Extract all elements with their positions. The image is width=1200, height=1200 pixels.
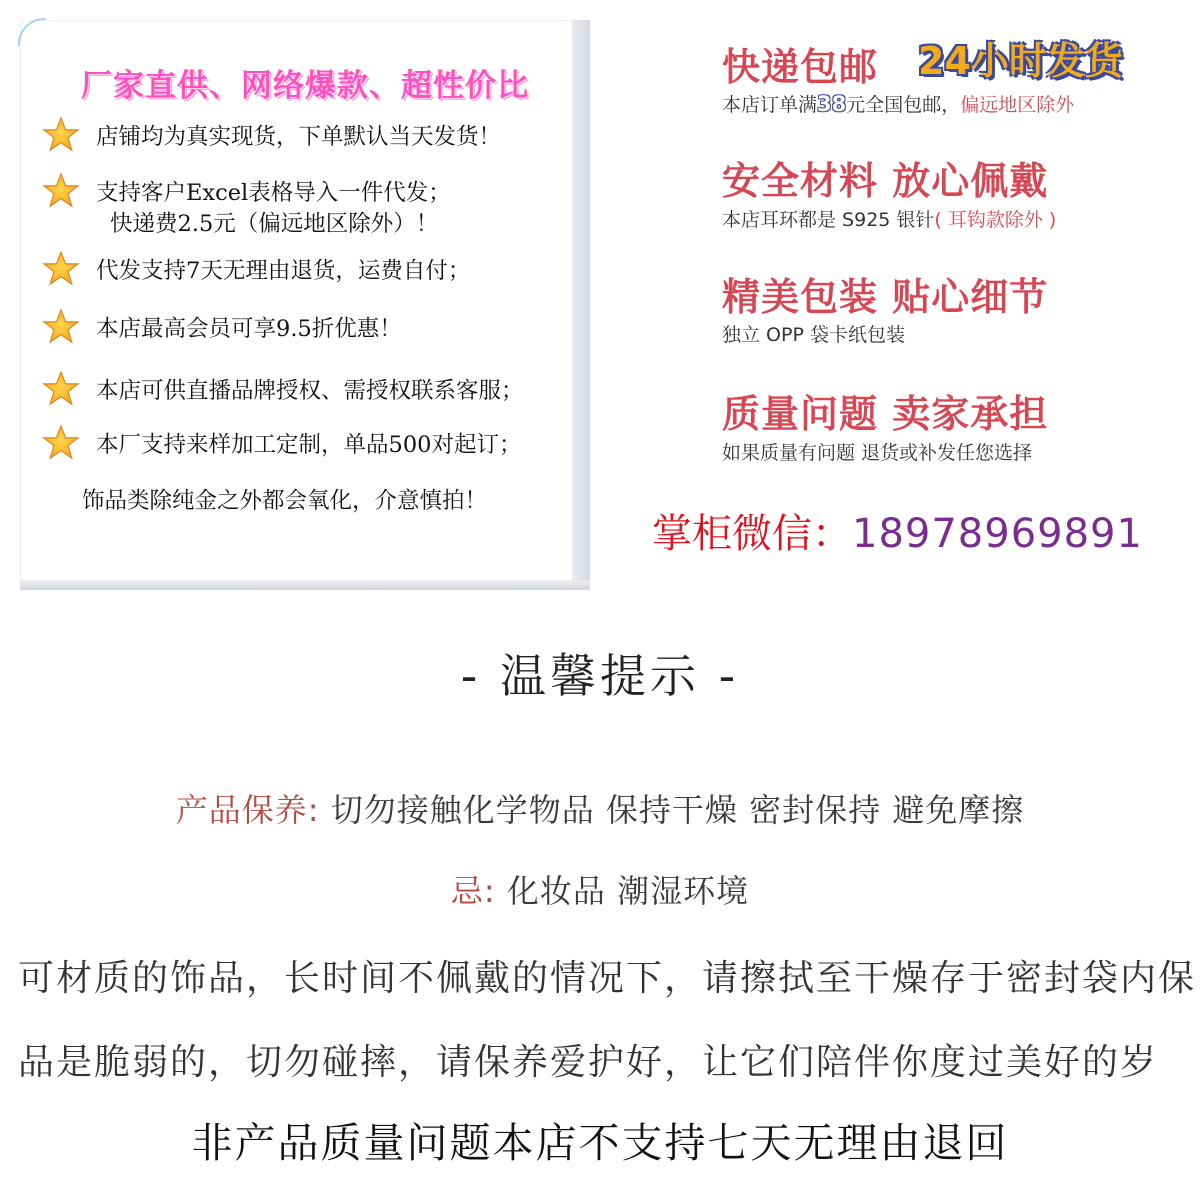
shipping-subtext (722, 90, 1074, 117)
wechat-label: 掌柜微信： (652, 511, 852, 557)
star-icon (42, 308, 80, 346)
wechat-phone: 18978969891 (852, 511, 1143, 557)
material-heading: 安全材料 放心佩戴 (722, 159, 1049, 203)
quality-subtext: 如果质量有问题 退货或补发任您选择 (722, 442, 1033, 464)
store-features-panel (20, 20, 590, 590)
feature-item (42, 116, 592, 154)
dispatch-badge: 24小时发货 (918, 39, 1123, 83)
feature-text: 本厂支持来样加工定制，单品500对起订； (96, 432, 522, 458)
avoid-instructions (0, 866, 1200, 912)
feature-item (42, 172, 592, 238)
feature-text: 本店可供直播品牌授权、需授权联系客服； (96, 378, 524, 404)
feature-text: 本店最高会员可享9.5折优惠！ (96, 316, 402, 342)
wechat-contact (652, 502, 1143, 559)
storage-advice: 可材质的饰品，长时间不佩戴的情况下，请擦拭至干燥存于密封袋内保 (18, 958, 1197, 999)
fragility-advice: 品是脆弱的，切勿碰摔，请保养爱护好，让它们陪伴你度过美好的岁 (18, 1042, 1159, 1083)
packaging-heading: 精美包装 贴心细节 (722, 275, 1049, 319)
feature-item (42, 424, 592, 462)
shipping-exclusion: 偏远地区除外 (960, 94, 1075, 116)
quality-heading: 质量问题 卖家承担 (722, 392, 1049, 436)
avoid-label: 忌: (450, 872, 496, 910)
free-shipping-amount: 38 (817, 92, 847, 116)
packaging-subtext: 独立 OPP 袋卡纸包装 (722, 324, 905, 346)
feature-item (42, 250, 592, 288)
shipping-subtext-middle: 元全国包邮， (846, 94, 961, 116)
star-icon (42, 250, 80, 288)
care-text: 切勿接触化学物品 保持干燥 密封保持 避免摩擦 (319, 791, 1025, 829)
star-icon (42, 172, 80, 210)
warm-tips-title: - 温馨提示 - (460, 649, 740, 703)
shipping-subtext-prefix: 本店订单满 (722, 94, 818, 116)
feature-text: 支持客户Excel表格导入一件代发； (96, 180, 451, 206)
material-exclusion: ( 耳钩款除外 ) (934, 209, 1057, 231)
feature-item (42, 308, 592, 346)
material-subtext-main: 本店耳环都是 S925 银针 (722, 209, 935, 231)
star-icon (42, 424, 80, 462)
corner-decoration (18, 18, 46, 46)
return-policy-note: 非产品质量问题本店不支持七天无理由退回 (191, 1119, 1009, 1167)
panel-bottom-shadow (20, 580, 590, 590)
feature-text: 代发支持7天无理由退货，运费自付； (96, 258, 471, 284)
feature-subtext: 快递费2.5元（偏远地区除外）！ (110, 211, 439, 237)
feature-item (42, 370, 592, 408)
feature-text: 店铺均为真实现货，下单默认当天发货！ (96, 124, 502, 150)
oxidation-note: 饰品类除纯金之外都会氧化，介意慎拍！ (82, 488, 488, 514)
material-subtext (722, 205, 1056, 232)
shipping-heading: 快递包邮 (722, 45, 879, 89)
avoid-text: 化妆品 潮湿环境 (495, 872, 750, 910)
star-icon (42, 370, 80, 408)
care-label: 产品保养: (175, 791, 320, 829)
promo-title: 厂家直供、网络爆款、超性价比 (81, 68, 529, 104)
star-icon (42, 116, 80, 154)
service-guarantee-panel (610, 0, 1200, 590)
care-instructions (0, 785, 1200, 831)
